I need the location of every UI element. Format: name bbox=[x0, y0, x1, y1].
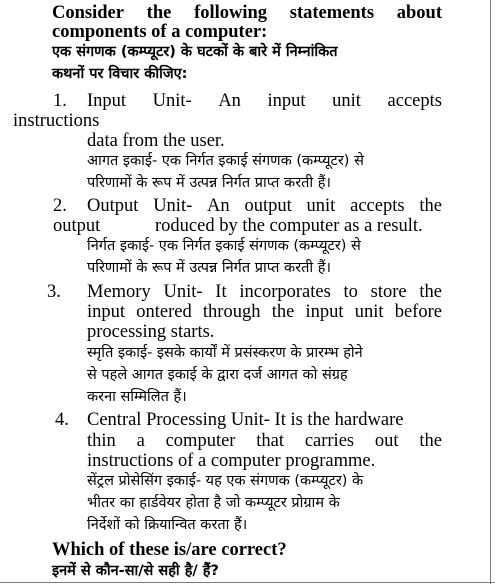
statement-word: It bbox=[215, 282, 227, 302]
statement-word: Input bbox=[87, 91, 127, 111]
statement-3-en-line3: processing starts. bbox=[87, 322, 215, 342]
statement-word: out bbox=[374, 431, 399, 451]
statement-word: thin bbox=[87, 431, 116, 451]
statement-word: accepts bbox=[387, 91, 442, 111]
statement-word: accepts bbox=[350, 196, 405, 216]
statement-word: Unit- bbox=[152, 91, 192, 111]
statement-3-en-line1 bbox=[87, 282, 442, 302]
statement-1-hi-line1: आगत इकाई- एक निर्गत इकाई संगणक (कम्प्यूटर) से bbox=[87, 153, 364, 169]
statement-1-en-line3: data from the user. bbox=[87, 131, 225, 151]
statement-3-hi-line3: करना सम्मिलित हैं। bbox=[87, 389, 187, 405]
statement-2-en-line2a: output bbox=[53, 216, 101, 236]
statement-4-en-line1: Central Processing Unit- It is the hardware bbox=[87, 410, 404, 430]
statement-word: the bbox=[419, 196, 442, 216]
statement-word: unit bbox=[354, 302, 384, 322]
heading-word: Consider bbox=[52, 3, 124, 23]
statement-word: a bbox=[136, 431, 145, 451]
statement-word: that bbox=[256, 431, 285, 451]
statement-word: the bbox=[419, 431, 442, 451]
statement-3-en-line2 bbox=[87, 302, 442, 322]
question-heading-en-line1 bbox=[52, 3, 442, 23]
statement-number: 4. bbox=[55, 410, 69, 430]
heading-word: following bbox=[194, 3, 268, 23]
statement-word: input bbox=[87, 302, 126, 322]
statement-word: An bbox=[207, 196, 230, 216]
statement-2-en-line2b: roduced by the computer as a result. bbox=[155, 216, 423, 236]
statement-word: An bbox=[218, 91, 241, 111]
statement-1-hi-line2: परिणामों के रूप में उत्पन्न निर्गत प्राप्त करती हैं। bbox=[87, 175, 331, 191]
statement-4-hi-line1: सेंट्रल प्रोसेसिंग इकाई- यह एक संगणक (कम्प्यूटर) के bbox=[87, 473, 364, 489]
statement-word: computer bbox=[165, 431, 236, 451]
statement-word: before bbox=[394, 302, 442, 322]
statement-2-hi-line1: निर्गत इकाई- एक निर्गत इकाई संगणक (कम्प्यूटर) से bbox=[87, 238, 361, 254]
statement-word: Unit- bbox=[163, 282, 203, 302]
statement-word: to bbox=[343, 282, 358, 302]
statement-word: input bbox=[305, 302, 344, 322]
statement-1-en-line2: instructions bbox=[13, 111, 100, 131]
statement-word: carries bbox=[304, 431, 355, 451]
statement-number: 1. bbox=[53, 91, 67, 111]
heading-word: the bbox=[146, 3, 172, 23]
statement-word: the bbox=[271, 302, 295, 322]
statement-word: output bbox=[244, 196, 292, 216]
question-heading-hi-line2: कथनों पर विचार कीजिए: bbox=[52, 66, 188, 82]
statement-3-hi-line2: से पहले आगत इकाई के द्वारा दर्ज आगत को संग्रह bbox=[87, 367, 348, 383]
statement-number: 2. bbox=[53, 196, 67, 216]
statement-number: 3. bbox=[47, 282, 61, 302]
statement-3-hi-line1: स्मृति इकाई- इसके कार्यों में प्रसंस्करण के प्रारम्भ होने bbox=[87, 345, 363, 361]
statement-word: ontered bbox=[136, 302, 192, 322]
statement-word: unit bbox=[306, 196, 336, 216]
statement-word: through bbox=[202, 302, 261, 322]
page-border-right bbox=[490, 0, 491, 584]
statement-4-en-line3: instructions of a computer programme. bbox=[87, 451, 376, 471]
statement-word: Output bbox=[87, 196, 139, 216]
statement-2-hi-line2: परिणामों के रूप में उत्पन्न निर्गत प्राप्त करती हैं। bbox=[87, 260, 331, 276]
statement-word: Unit- bbox=[153, 196, 193, 216]
footer-question-en: Which of these is/are correct? bbox=[52, 540, 287, 560]
heading-word: statements bbox=[289, 3, 375, 23]
statement-word: the bbox=[419, 282, 442, 302]
statement-word: incorporates bbox=[239, 282, 331, 302]
question-heading-en-line2: components of a computer: bbox=[52, 22, 268, 42]
page-border-bottom bbox=[0, 582, 495, 583]
statement-word: store bbox=[370, 282, 407, 302]
statement-word: Memory bbox=[87, 282, 151, 302]
statement-4-en-line2 bbox=[87, 431, 442, 451]
footer-question-hi: इनमें से कौन-सा/से सही है/ हैं? bbox=[52, 563, 219, 579]
heading-word: about bbox=[396, 3, 442, 23]
statement-2-en-line1 bbox=[87, 196, 442, 216]
statement-word: input bbox=[267, 91, 306, 111]
statement-1-en-line1 bbox=[87, 91, 442, 111]
statement-4-hi-line2: भीतर का हार्डवेयर होता है जो कम्प्यूटर प्रोग्राम के bbox=[87, 495, 340, 511]
statement-4-hi-line3: निर्देशों को क्रियान्वित करता हैं। bbox=[87, 517, 248, 533]
question-heading-hi-line1: एक संगणक (कम्प्यूटर) के घटकों के बारे में निम्नांकित bbox=[52, 44, 338, 60]
statement-word: unit bbox=[332, 91, 361, 111]
